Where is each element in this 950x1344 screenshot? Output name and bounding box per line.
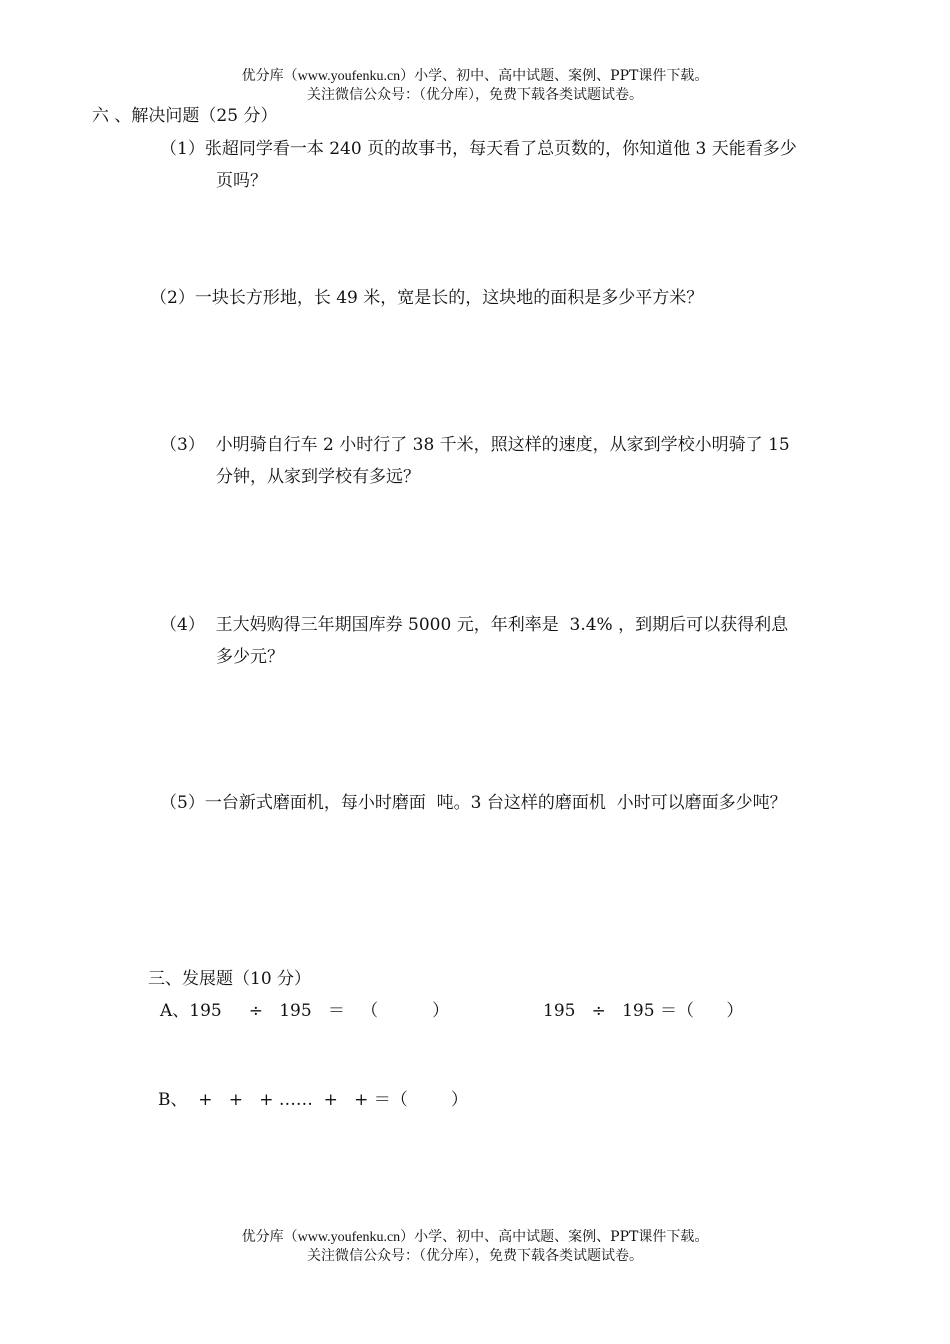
page-header-line1 — [0, 68, 950, 85]
page-footer-line1 — [0, 1229, 950, 1246]
problem-a-right: 195 ÷ 195 ＝（ ） — [543, 1001, 744, 1021]
question3-line1: （3） 小明骑自行车 2 小时行了 38 千米，照这样的速度，从家到学校小明骑了 15 — [160, 435, 790, 455]
question4-line2: 多少元？ — [216, 647, 284, 667]
page-header-line2: 关注微信公众号：（优分库），免费下载各类试题试卷。 — [307, 87, 643, 103]
page-footer-line2: 关注微信公众号：（优分库），免费下载各类试题试卷。 — [307, 1248, 643, 1264]
problem-b: B、 + + + …… + + ＝（ ） — [158, 1090, 469, 1110]
question1-line2: 页吗？ — [216, 171, 267, 191]
header-suffix: ）小学、初中、高中试题、案例、PPT课件下载。 — [400, 68, 709, 84]
section6-title: 六 、解决问题（25 分） — [92, 106, 278, 126]
section3-title: 三、发展题（10 分） — [148, 969, 312, 989]
footer-prefix: 优分库（ — [241, 1229, 298, 1245]
question4-line1: （4） 王大妈购得三年期国库券 5000 元，年利率是 3.4% ，到期后可以获得利息 — [160, 615, 789, 635]
header-prefix: 优分库（ — [241, 68, 298, 84]
question1-line1: （1）张超同学看一本 240 页的故事书，每天看了总页数的，你知道他 3 天能看多少 — [160, 139, 797, 159]
footer-url: www.youfenku.cn — [297, 1230, 401, 1245]
question2-line1: （2）一块长方形地，长 49 米，宽是长的，这块地的面积是多少平方米？ — [150, 288, 704, 308]
question5-line1: （5）一台新式磨面机，每小时磨面 吨。3 台这样的磨面机 小时可以磨面多少吨？ — [160, 793, 787, 813]
problem-a-left: A、195 ÷ 195 ＝ （ ） — [160, 1001, 450, 1021]
header-url: www.youfenku.cn — [297, 69, 401, 84]
question3-line2: 分钟，从家到学校有多远？ — [216, 467, 420, 487]
footer-suffix: ）小学、初中、高中试题、案例、PPT课件下载。 — [400, 1229, 709, 1245]
